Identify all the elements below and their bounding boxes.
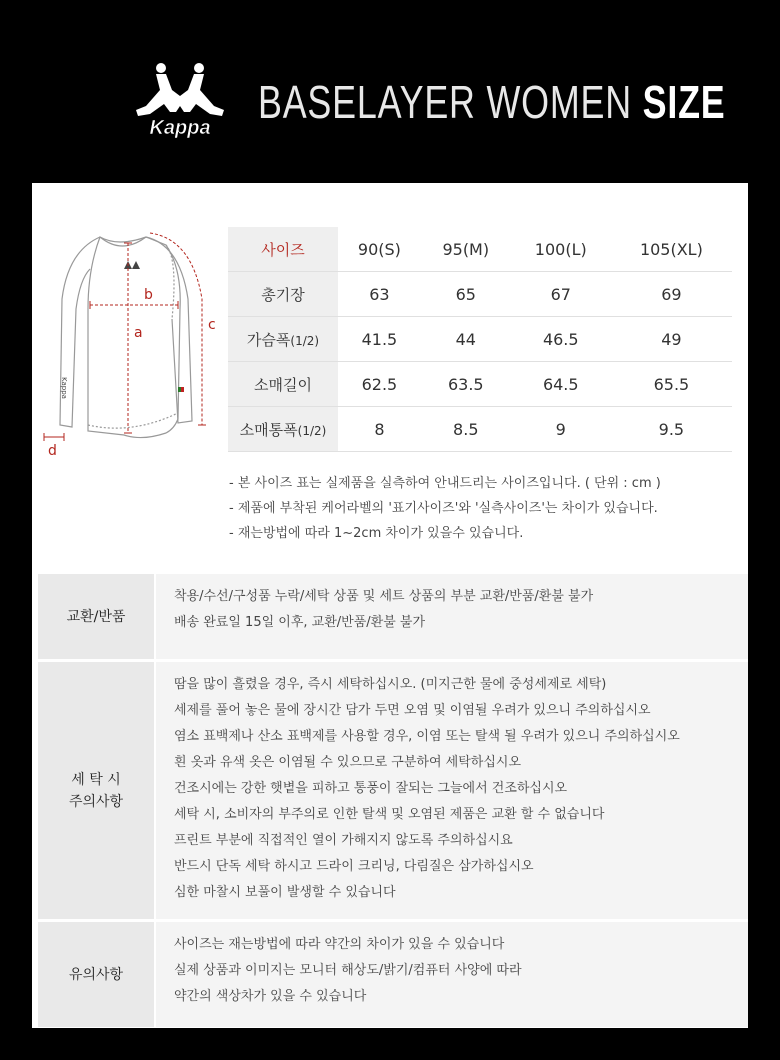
table-cell: 65 (421, 272, 511, 317)
kappa-logo (126, 60, 234, 138)
table-cell: 65.5 (611, 362, 732, 407)
info-label: 유의사항 (38, 922, 154, 1027)
size-col-3: 105(XL) (611, 227, 732, 272)
page-title (258, 72, 726, 132)
row-label (228, 362, 338, 407)
header (0, 0, 780, 183)
info-line: 건조시에는 강한 햇볕을 피하고 통풍이 잘되는 그늘에서 건조하십시오 (174, 781, 568, 796)
table-cell: 63 (338, 272, 421, 317)
table-cell: 63.5 (421, 362, 511, 407)
info-label-line: 세 탁 시 (71, 771, 121, 788)
table-row (228, 407, 732, 452)
info-line: 흰 옷과 유색 옷은 이염될 수 있으므로 구분하여 세탁하십시오 (174, 755, 522, 770)
info-row-washing (38, 662, 748, 922)
info-line: 세탁 시, 소비자의 부주의로 인한 탈색 및 오염된 제품은 교환 할 수 없습니다 (174, 807, 605, 822)
info-table (38, 574, 748, 1027)
size-col-1: 95(M) (421, 227, 511, 272)
table-cell: 9.5 (611, 407, 732, 452)
garment-diagram (42, 229, 232, 459)
row-label (228, 272, 338, 317)
table-cell: 49 (611, 317, 732, 362)
title-bold: SIZE (642, 76, 726, 128)
row-label-text: 소매길이 (254, 375, 312, 394)
table-cell: 41.5 (338, 317, 421, 362)
table-cell: 44 (421, 317, 511, 362)
label-c: c (208, 317, 216, 333)
title-light: BASELAYER WOMEN (258, 76, 632, 128)
table-cell: 62.5 (338, 362, 421, 407)
note-line: - 제품에 부착된 케어라벨의 '표기사이즈'와 '실측사이즈'는 차이가 있습니다. (229, 501, 658, 516)
content-panel (32, 183, 748, 1028)
info-line: 심한 마찰시 보풀이 발생할 수 있습니다 (174, 885, 396, 900)
label-d: d (48, 443, 57, 459)
info-line: 반드시 단독 세탁 하시고 드라이 크리닝, 다림질은 삼가하십시오 (174, 859, 534, 874)
info-label-line: 주의사항 (68, 793, 124, 810)
table-cell: 46.5 (511, 317, 611, 362)
size-col-2: 100(L) (511, 227, 611, 272)
size-col-0: 90(S) (338, 227, 421, 272)
info-label: 교환/반품 (38, 574, 154, 659)
info-line: 염소 표백제나 산소 표백제를 사용할 경우, 이염 또는 탈색 될 우려가 있으니 주의하십시오 (174, 729, 680, 744)
size-table (228, 227, 732, 452)
info-line: 프린트 부분에 직접적인 열이 가해지지 않도록 주의하십시요 (174, 833, 513, 848)
table-cell: 9 (511, 407, 611, 452)
table-row (228, 272, 732, 317)
row-label-unit: (1/2) (297, 423, 327, 438)
info-line: 배송 완료일 15일 이후, 교환/반품/환불 불가 (174, 615, 426, 630)
info-line: 사이즈는 재는방법에 따라 약간의 차이가 있을 수 있습니다 (174, 937, 505, 952)
table-cell: 67 (511, 272, 611, 317)
table-cell: 64.5 (511, 362, 611, 407)
size-notes (229, 471, 661, 546)
note-line: - 재는방법에 따라 1~2cm 차이가 있을수 있습니다. (229, 526, 524, 541)
table-row (228, 317, 732, 362)
label-a: a (134, 325, 143, 341)
table-cell: 8 (338, 407, 421, 452)
size-table-header (228, 227, 732, 272)
info-text (154, 574, 748, 659)
row-label-unit: (1/2) (290, 333, 320, 348)
info-row-exchange (38, 574, 748, 662)
info-text (154, 662, 748, 919)
table-cell: 69 (611, 272, 732, 317)
info-text (154, 922, 748, 1027)
size-header-label: 사이즈 (228, 227, 338, 272)
table-row (228, 362, 732, 407)
label-b: b (144, 287, 153, 303)
info-line: 착용/수선/구성품 누락/세탁 상품 및 세트 상품의 부분 교환/반품/환불 불가 (174, 589, 594, 604)
row-label (228, 407, 338, 452)
row-label (228, 317, 338, 362)
svg-text:Kappa: Kappa (149, 117, 211, 138)
info-line: 약간의 색상차가 있을 수 있습니다 (174, 989, 367, 1004)
info-line: 땀을 많이 흘렸을 경우, 즉시 세탁하십시오. (미지근한 물에 중성세제로 세탁) (174, 677, 607, 692)
info-label (38, 662, 154, 919)
sleeve-brand-print: Kappa (60, 377, 68, 399)
table-cell: 8.5 (421, 407, 511, 452)
row-label-text: 총기장 (261, 285, 305, 304)
row-label-text: 가슴폭 (246, 330, 291, 349)
row-label-text: 소매통폭 (239, 420, 298, 439)
info-row-notice (38, 922, 748, 1027)
info-line: 세제를 풀어 놓은 물에 장시간 담가 두면 오염 및 이염될 우려가 있으니 주의하십시오 (174, 703, 651, 718)
info-line: 실제 상품과 이미지는 모니터 해상도/밝기/컴퓨터 사양에 따라 (174, 963, 522, 978)
note-line: - 본 사이즈 표는 실제품을 실측하여 안내드리는 사이즈입니다. ( 단위 : cm ) (229, 476, 661, 491)
